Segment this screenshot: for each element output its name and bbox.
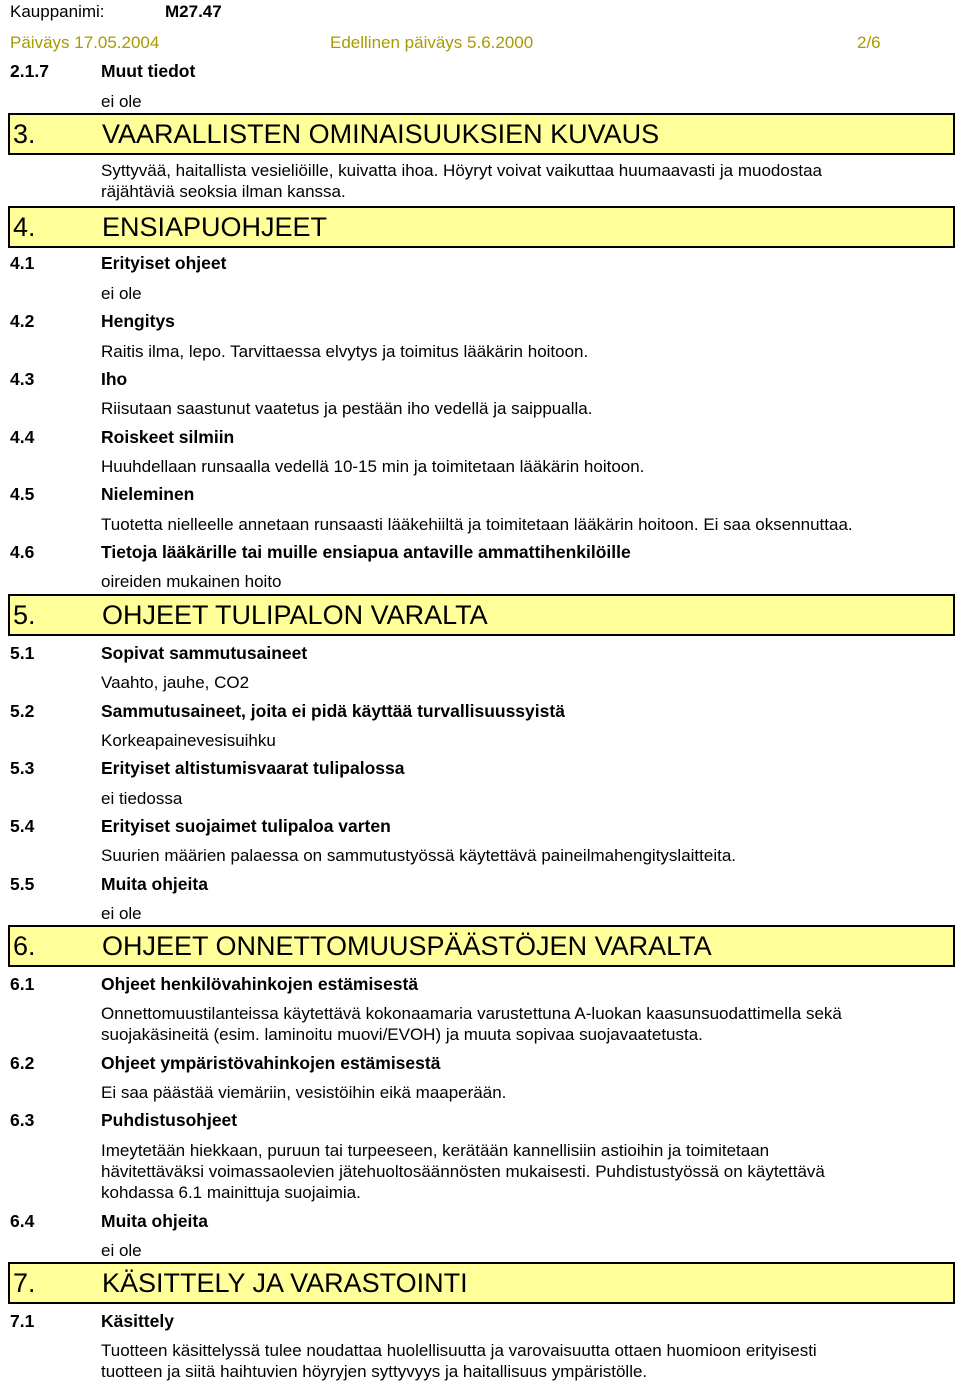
subsection-title: Tietoja lääkärille tai muille ensiapua antaville ammattihenkilöille bbox=[101, 542, 631, 562]
subsection-number: 4.4 bbox=[10, 427, 35, 447]
subsection-title: Sopivat sammutusaineet bbox=[101, 643, 308, 663]
subsection-text: oireiden mukainen hoito bbox=[101, 572, 282, 591]
subsection-text: ei ole bbox=[101, 92, 142, 111]
subsection-text-line-2: hävitettäväksi voimassaolevien jätehuoltosäännösten mukaisesti. Puhdistustyössä on käytettävä bbox=[101, 1162, 825, 1181]
section-title: OHJEET ONNETTOMUUSPÄÄSTÖJEN VARALTA bbox=[102, 931, 712, 961]
subsection-title: Muita ohjeita bbox=[101, 874, 208, 894]
subsection-title: Erityiset suojaimet tulipaloa varten bbox=[101, 816, 391, 836]
section-number: 4. bbox=[13, 212, 36, 242]
subsection-number: 4.3 bbox=[10, 369, 35, 389]
section-header-5 bbox=[8, 594, 955, 636]
subsection-text: ei ole bbox=[101, 904, 142, 923]
section-number: 3. bbox=[13, 119, 36, 149]
subsection-number: 4.2 bbox=[10, 311, 35, 331]
section-header-7 bbox=[8, 1262, 955, 1304]
section-3-text-line-1: Syttyvää, haitallista vesieliöille, kuivatta ihoa. Höyryt voivat vaikuttaa huumaavasti ja muodostaa bbox=[101, 161, 822, 180]
subsection-title: Muut tiedot bbox=[101, 61, 196, 81]
subsection-number: 4.6 bbox=[10, 542, 35, 562]
subsection-number: 5.2 bbox=[10, 701, 35, 721]
subsection-text: Tuotetta nielleelle annetaan runsaasti lääkehiiltä ja toimitetaan lääkärin hoitoon. Ei saa oksennuttaa. bbox=[101, 515, 853, 534]
subsection-number: 7.1 bbox=[10, 1311, 35, 1331]
subsection-number: 5.3 bbox=[10, 758, 35, 778]
trade-name-label: Kauppanimi: bbox=[10, 2, 105, 21]
subsection-text: ei tiedossa bbox=[101, 789, 183, 808]
subsection-title: Roiskeet silmiin bbox=[101, 427, 235, 447]
subsection-number: 5.4 bbox=[10, 816, 35, 836]
page-number: 2/6 bbox=[857, 33, 881, 52]
subsection-text-line-1: Imeytetään hiekkaan, puruun tai turpeeseen, kerätään kannellisiin astioihin ja toimitetaan bbox=[101, 1141, 770, 1160]
subsection-title: Hengitys bbox=[101, 311, 175, 331]
subsection-text: Raitis ilma, lepo. Tarvittaessa elvytys ja toimitus lääkärin hoitoon. bbox=[101, 342, 589, 361]
section-title: KÄSITTELY JA VARASTOINTI bbox=[102, 1268, 468, 1298]
subsection-title: Muita ohjeita bbox=[101, 1211, 208, 1231]
section-header-4 bbox=[8, 206, 955, 248]
subsection-title: Sammutusaineet, joita ei pidä käyttää turvallisuussyistä bbox=[101, 701, 565, 721]
subsection-text-line-2: tuotteen ja siitä haihtuvien höyryjen syttyvyys ja haitallisuus ympäristölle. bbox=[101, 1362, 648, 1381]
subsection-number: 6.2 bbox=[10, 1053, 35, 1073]
section-title: VAARALLISTEN OMINAISUUKSIEN KUVAUS bbox=[102, 119, 660, 149]
subsection-number: 2.1.7 bbox=[10, 61, 49, 81]
subsection-text: ei ole bbox=[101, 284, 142, 303]
previous-date: Edellinen päiväys 5.6.2000 bbox=[330, 33, 534, 52]
subsection-title: Ohjeet henkilövahinkojen estämisestä bbox=[101, 974, 419, 994]
subsection-text: Korkeapainevesisuihku bbox=[101, 731, 276, 750]
subsection-number: 6.3 bbox=[10, 1110, 35, 1130]
trade-name-value: M27.47 bbox=[165, 2, 222, 21]
subsection-text: Vaahto, jauhe, CO2 bbox=[101, 673, 250, 692]
subsection-text: Ei saa päästää viemäriin, vesistöihin eikä maaperään. bbox=[101, 1083, 507, 1102]
section-title: ENSIAPUOHJEET bbox=[102, 212, 328, 242]
subsection-text: ei ole bbox=[101, 1241, 142, 1260]
subsection-text: Huuhdellaan runsaalla vedellä 10-15 min ja toimitetaan lääkärin hoitoon. bbox=[101, 457, 645, 476]
section-header-6 bbox=[8, 925, 955, 967]
subsection-text: Riisutaan saastunut vaatetus ja pestään iho vedellä ja saippualla. bbox=[101, 399, 593, 418]
subsection-title: Erityiset ohjeet bbox=[101, 253, 227, 273]
subsection-title: Erityiset altistumisvaarat tulipalossa bbox=[101, 758, 405, 778]
subsection-title: Käsittely bbox=[101, 1311, 174, 1331]
section-number: 5. bbox=[13, 600, 36, 630]
subsection-number: 6.1 bbox=[10, 974, 35, 994]
subsection-text: Suurien määrien palaessa on sammutustyössä käytettävä paineilmahengityslaitteita. bbox=[101, 846, 737, 865]
section-title: OHJEET TULIPALON VARALTA bbox=[102, 600, 488, 630]
subsection-title: Puhdistusohjeet bbox=[101, 1110, 238, 1130]
section-number: 7. bbox=[13, 1268, 36, 1298]
subsection-text-line-2: suojakäsineitä (esim. laminoitu muovi/EVOH) ja muuta sopivaa suojavaatetusta. bbox=[101, 1025, 703, 1044]
subsection-text-line-3: kohdassa 6.1 mainittuja suojaimia. bbox=[101, 1183, 361, 1202]
subsection-number: 6.4 bbox=[10, 1211, 35, 1231]
subsection-text-line-1: Onnettomuustilanteissa käytettävä kokonaamaria varustettuna A-luokan kaasunsuodattimella sekä bbox=[101, 1004, 842, 1023]
subsection-number: 5.1 bbox=[10, 643, 35, 663]
subsection-title: Nieleminen bbox=[101, 484, 195, 504]
document-date: Päiväys 17.05.2004 bbox=[10, 33, 160, 52]
subsection-title: Ohjeet ympäristövahinkojen estämisestä bbox=[101, 1053, 441, 1073]
subsection-number: 4.1 bbox=[10, 253, 35, 273]
section-3-text-line-2: räjähtäviä seoksia ilman kanssa. bbox=[101, 182, 346, 201]
section-header-3 bbox=[8, 113, 955, 155]
section-number: 6. bbox=[13, 931, 36, 961]
subsection-text-line-1: Tuotteen käsittelyssä tulee noudattaa huolellisuutta ja varovaisuutta ottaen huomioon erityisesti bbox=[101, 1341, 817, 1360]
subsection-title: Iho bbox=[101, 369, 128, 389]
subsection-number: 5.5 bbox=[10, 874, 35, 894]
subsection-number: 4.5 bbox=[10, 484, 35, 504]
